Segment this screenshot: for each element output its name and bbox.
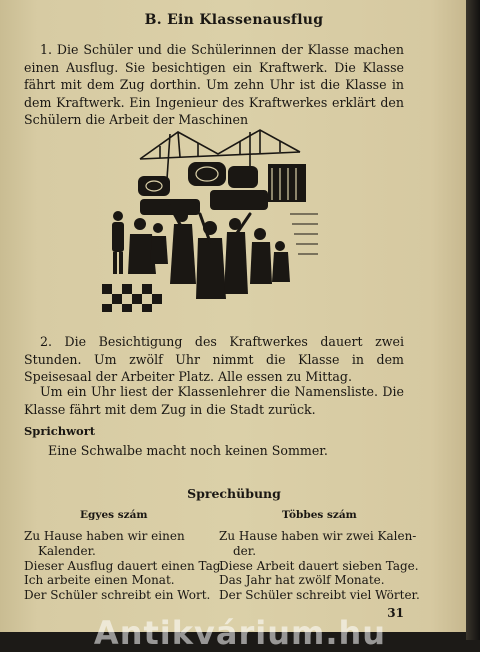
section-title: B. Ein Klassenausflug: [144, 12, 324, 28]
plural-line: Der Schüler schreibt viel Wörter.: [219, 588, 420, 603]
singular-line: Dieser Ausflug dauert einen Tag.: [24, 558, 225, 573]
proverb-text: Eine Schwalbe macht noch keinen Sommer.: [48, 443, 328, 458]
singular-column: [24, 529, 225, 603]
plural-line: Zu Hause haben wir zwei Kalen-: [219, 529, 417, 543]
singular-line: Zu Hause haben wir einen: [24, 529, 185, 543]
page-number: 31: [387, 606, 404, 620]
singular-line: Ich arbeite einen Monat.: [24, 573, 175, 588]
plural-column: [219, 529, 420, 603]
proverb-label: Sprichwort: [24, 424, 96, 438]
plural-line: Diese Arbeit dauert sieben Tage.: [219, 558, 419, 573]
plural-heading: Többes szám: [282, 509, 357, 521]
paragraph-1: 1. Die Schüler und die Schülerinnen der Klasse machen einen Ausflug. Sie besichtigen ein Kraftwerk. Die Klasse fährt mit dem Zug dorthin. Um zehn Uhr ist die Klasse in dem Kraftwerk. Ein Ingenieur des Kraftwerkes erklärt den Schülern die Arbeit der Maschinen: [24, 42, 404, 128]
power-plant-illustration: [100, 124, 320, 314]
singular-heading: Egyes szám: [80, 509, 148, 521]
plural-line: Das Jahr hat zwölf Monate.: [219, 573, 385, 588]
exercise-title: Sprechübung: [187, 486, 281, 501]
paragraph-3: Um ein Uhr liest der Klassenlehrer die Namensliste. Die Klasse fährt mit dem Zug in die Stadt zurück.: [24, 384, 404, 417]
singular-line: Kalender.: [38, 543, 96, 558]
singular-line: Der Schüler schreibt ein Wort.: [24, 588, 211, 603]
book-spine-shadow: [466, 0, 480, 640]
paragraph-2: 2. Die Besichtigung des Kraftwerkes dauert zwei Stunden. Um zwölf Uhr nimmt die Klasse in dem Speisesaal der Arbeiter Platz. Alle essen zu Mittag.: [24, 334, 404, 385]
plural-line: der.: [233, 543, 257, 558]
watermark: Antikvárium.hu: [93, 614, 387, 652]
